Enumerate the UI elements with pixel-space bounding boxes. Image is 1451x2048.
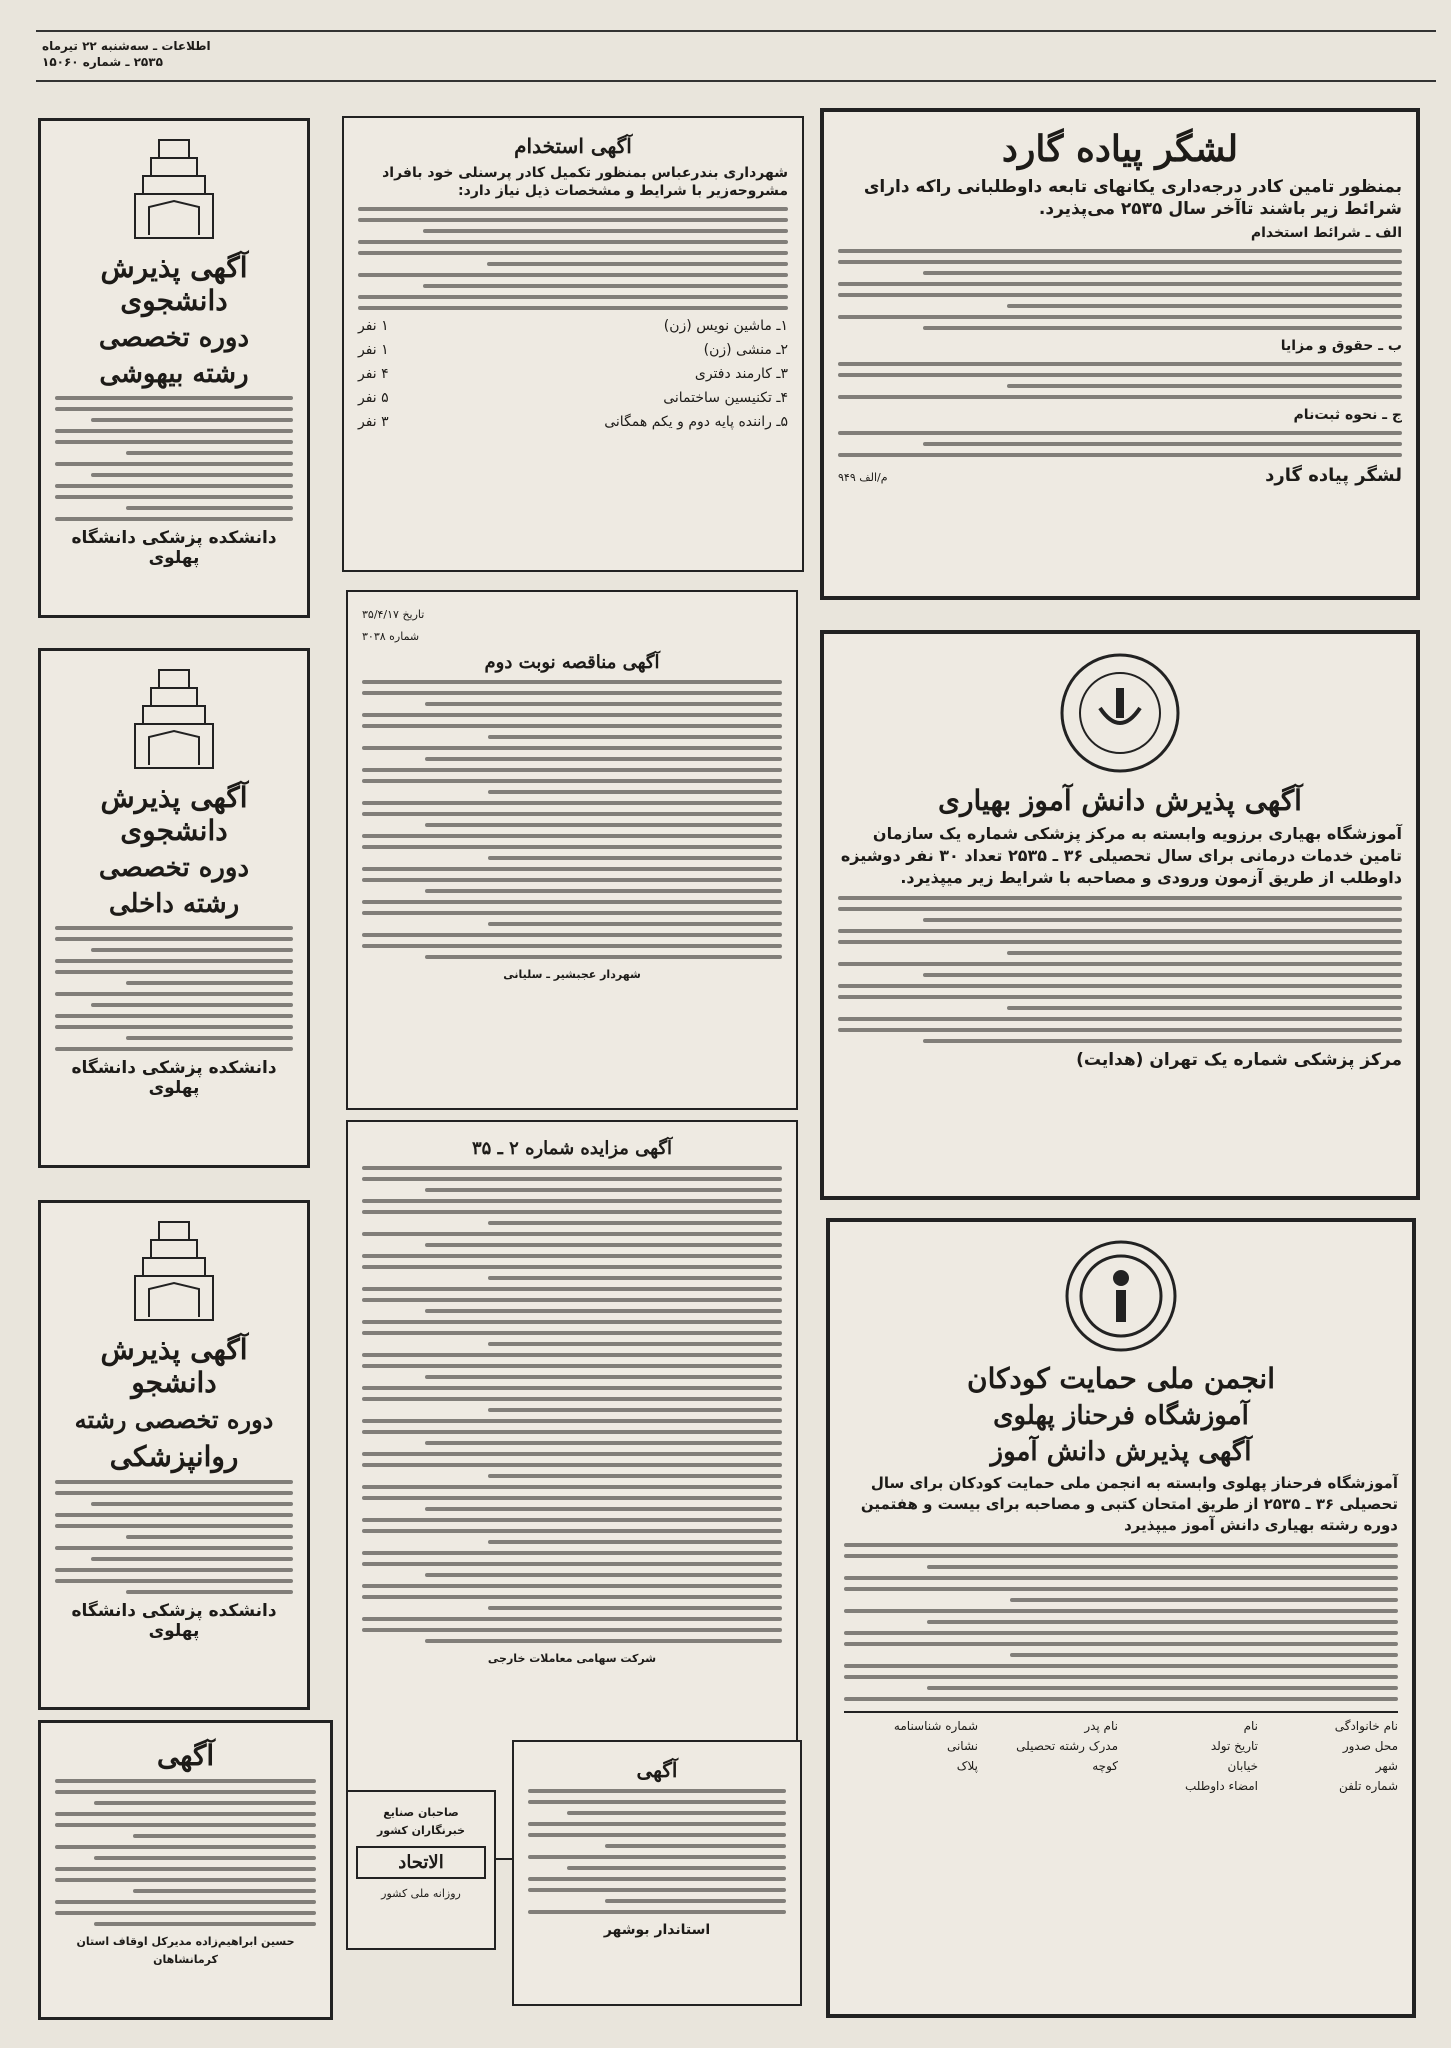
ad-tender-title: آگهی مناقصه نوبت دوم: [484, 652, 660, 673]
ad-anesthesia-title: آگهی پذیرش دانشجوی: [100, 251, 248, 317]
ad-anesthesia-signature: دانشکده پزشکی دانشگاه پهلوی: [71, 528, 277, 568]
ad-internal-title: آگهی پذیرش دانشجوی: [100, 781, 248, 847]
header-line-2: ۲۵۳۵ ـ شماره ۱۵۰۶۰: [42, 55, 163, 69]
role-label: ۲ـ منشی (زن): [703, 342, 788, 358]
ad-tender-signature: شهردار عجبشیر ـ سلیانی: [503, 968, 641, 981]
ad-nursing-signature: مرکز پزشکی شماره یک تهران (هدایت): [1076, 1050, 1402, 1070]
role-count: ۳ نفر: [358, 414, 389, 430]
form-label: تاریخ تولد: [1210, 1739, 1258, 1753]
child-protection-emblem-icon: [1061, 1236, 1181, 1356]
ad-nursing-intro: آموزشگاه بهیاری برزویه وابسته به مرکز پزشکی شماره یک سازمان تامین خدمات درمانی برای سال تحصیلی ۳۶ ـ ۲۵۳۵ تعداد ۳۰ نفر دوشیزه داوطلب از طریق آزمون ورودی و مصاحبه با شرایط زیر میپذیرد.: [840, 824, 1402, 887]
form-label: خیابان: [1227, 1759, 1258, 1773]
role-row: [358, 414, 788, 430]
form-label: شماره تلفن: [1338, 1779, 1398, 1793]
social-security-emblem-icon: [1055, 648, 1185, 778]
ad-nursing: [820, 630, 1420, 1200]
logo-line-2: الاتحاد: [356, 1846, 486, 1879]
ad-child-school: آموزشگاه فرحناز پهلوی: [993, 1401, 1249, 1431]
ad-anesthesia-subtitle: دوره تخصصی: [98, 323, 250, 353]
ad-logo-center: [346, 1790, 496, 1950]
university-tower-logo-icon: [129, 135, 219, 245]
ad-child-title: آگهی پذیرش دانش آموز: [990, 1437, 1252, 1467]
role-row: [358, 342, 788, 358]
ad-guard-signature: لشگر پیاده گارد: [1265, 465, 1402, 486]
ad-guard-title: لشگر پیاده گارد: [1001, 128, 1239, 170]
ad-psychiatry-title: آگهی پذیرش دانشجو: [100, 1333, 248, 1399]
ad-tender-date: تاریخ ۳۵/۴/۱۷: [362, 608, 425, 621]
ad-governor: [512, 1740, 802, 2006]
role-row: [358, 318, 788, 334]
ad-internal: [38, 648, 310, 1168]
ad-hiring-intro: شهرداری بندرعباس بمنظور تکمیل کادر پرسنلی خود بافراد مشروحه‌زیر با شرایط و مشخصات ذیل نیاز دارد:: [382, 165, 788, 199]
role-label: ۳ـ کارمند دفتری: [694, 366, 788, 382]
form-label: امضاء داوطلب: [1184, 1779, 1258, 1793]
ad-guard-section-c: ج ـ نحوه ثبت‌نام: [1293, 407, 1402, 423]
ad-guard-section-a: الف ـ شرائط استخدام: [1250, 225, 1402, 241]
ad-psychiatry: [38, 1200, 310, 1710]
application-form: [844, 1711, 1398, 1793]
form-label: نام: [1243, 1719, 1258, 1733]
ad-internal-field: رشته داخلی: [108, 889, 240, 919]
ad-governor-signature: استاندار بوشهر: [603, 1922, 711, 1938]
form-label: نام خانوادگی: [1334, 1719, 1398, 1733]
role-count: ۱ نفر: [358, 342, 389, 358]
form-label: مدرک رشته تحصیلی: [1016, 1739, 1118, 1753]
role-row: [358, 390, 788, 406]
logo-line-1: صاحبان صنایع خبرنگاران کشور: [376, 1806, 466, 1837]
university-tower-logo-icon: [129, 665, 219, 775]
ad-guard-intro: بمنظور تامین کادر درجه‌داری یکانهای تابعه داوطلبانی راکه دارای شرائط زیر باشند تاآخر سال ۲۵۳۵ می‌پذیرد.: [863, 177, 1402, 219]
ad-psychiatry-subtitle: دوره تخصصی رشته: [74, 1405, 274, 1434]
ad-anesthesia: [38, 118, 310, 618]
ad-psychiatry-signature: دانشکده پزشکی دانشگاه پهلوی: [71, 1601, 277, 1641]
role-count: ۴ نفر: [358, 366, 389, 382]
role-label: ۴ـ تکنیسین ساختمانی: [663, 390, 788, 406]
ad-guard-code: م/الف ۹۴۹: [838, 471, 888, 484]
ad-anesthesia-field: رشته بیهوشی: [99, 359, 249, 389]
ad-child-org: انجمن ملی حمایت کودکان: [967, 1362, 1275, 1395]
ad-child-intro: آموزشگاه فرحناز پهلوی وابسته به انجمن ملی حمایت کودکان برای سال تحصیلی ۳۶ ـ ۲۵۳۵ از طریق امتحان کتبی و مصاحبه برای بیست و هفتمین دوره رشته بهیاری دانش آموز میپذیرد: [860, 1474, 1398, 1534]
ad-general-signature: حسین ابراهیم‌زاده مدیرکل اوقاف استان کرمانشاهان: [76, 1935, 295, 1966]
ad-psychiatry-field: روانپزشکی: [109, 1440, 239, 1473]
ad-guard: [820, 108, 1420, 600]
ad-internal-subtitle: دوره تخصصی: [98, 853, 250, 883]
ad-hiring-title: آگهی استخدام: [514, 134, 632, 158]
ad-auction-signature: شرکت سهامی معاملات خارجی: [487, 1652, 657, 1665]
logo-line-3: روزانه ملی کشور: [381, 1887, 461, 1900]
ad-general: [38, 1720, 333, 2020]
role-label: ۵ـ راننده پایه دوم و یکم همگانی: [604, 414, 788, 430]
ad-tender: [346, 590, 798, 1110]
role-count: ۵ نفر: [358, 390, 389, 406]
ad-nursing-title: آگهی پذیرش دانش آموز بهیاری: [938, 784, 1302, 817]
ad-tender-number: شماره ۳۰۳۸: [362, 630, 420, 643]
form-label: کوچه: [1092, 1759, 1118, 1773]
page-header: [36, 30, 1436, 82]
university-tower-logo-icon: [129, 1217, 219, 1327]
form-label: شهر: [1375, 1759, 1398, 1773]
header-text: [42, 38, 211, 70]
role-row: [358, 366, 788, 382]
ad-internal-signature: دانشکده پزشکی دانشگاه پهلوی: [71, 1058, 277, 1098]
ad-hiring: [342, 116, 804, 572]
form-label: محل صدور: [1342, 1739, 1398, 1753]
form-label: شماره شناسنامه: [893, 1719, 978, 1733]
ad-governor-title: آگهی: [636, 1758, 678, 1782]
role-label: ۱ـ ماشین نویس (زن): [663, 318, 788, 334]
role-count: ۱ نفر: [358, 318, 389, 334]
ad-child-protection: [826, 1218, 1416, 2018]
header-line-1: اطلاعات ـ سه‌شنبه ۲۲ تیرماه: [42, 39, 211, 53]
ad-guard-section-b: ب ـ حقوق و مزایا: [1280, 338, 1402, 354]
ad-general-title: آگهی: [156, 1739, 215, 1772]
form-label: نام پدر: [1084, 1719, 1118, 1733]
form-label: نشانی: [946, 1739, 978, 1753]
form-label: پلاک: [956, 1759, 978, 1773]
ad-auction-title: آگهی مزایده شماره ۲ ـ ۳۵: [471, 1138, 673, 1159]
